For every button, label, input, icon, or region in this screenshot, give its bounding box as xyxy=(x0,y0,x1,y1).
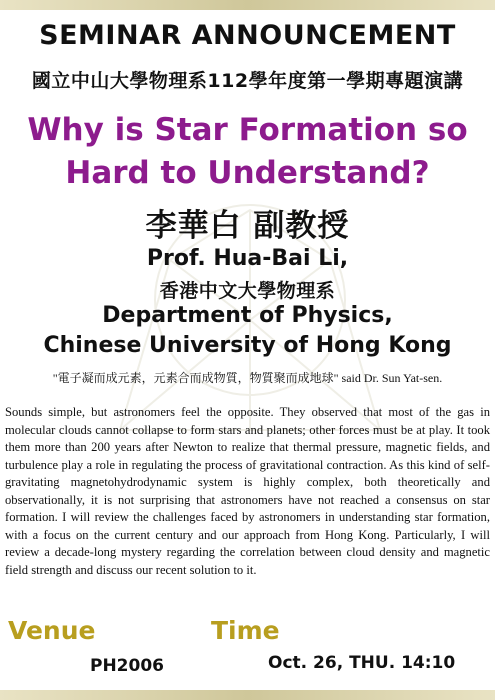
speaker-name-en: Prof. Hua-Bai Li, xyxy=(146,246,349,271)
speaker-name-zh: 李華白 副教授 xyxy=(145,208,350,244)
speaker-affiliation-zh: 香港中文大學物理系 xyxy=(159,280,336,302)
time-label: Time xyxy=(211,616,280,645)
speaker-department: Department of Physics, xyxy=(102,303,393,328)
bottom-border xyxy=(0,690,495,700)
venue-value: PH2006 xyxy=(90,656,165,676)
venue-label: Venue xyxy=(8,616,96,645)
quote: "電子凝而成元素，元素合而成物質，物質聚而成地球" said Dr. Sun Yat-sen. xyxy=(52,371,443,385)
talk-title-line-2: Hard to Understand? xyxy=(65,155,430,191)
series-title: 國立中山大學物理系112學年度第一學期專題演講 xyxy=(31,70,464,92)
top-border xyxy=(0,0,495,10)
time-value: Oct. 26, THU. 14:10 xyxy=(268,653,456,673)
abstract-text: Sounds simple, but astronomers feel the opposite. They observed that most of the gas in molecular clouds cannot collapse to form stars and planets; other forces must be at play. It took them more than 200 years after Newton to realize that thermal pressure, magnetic fields, and turbulence play a role in regulating the process of gravitational contraction. As this kind of self-gravitating magnetohydrodynamic system is highly complex, both theoretically and observationally, it is not surprising that astronomers have not reached a consensus on star formation. I will review the challenges faced by astronomers in understanding star formation, with a focus on the current century and our approach from Hong Kong. Particularly, I will review a decade-long mystery regarding the correlation between cloud density and magnetic field strength and discuss our recent solution to it. xyxy=(5,405,490,577)
announcement-heading: SEMINAR ANNOUNCEMENT xyxy=(39,20,456,51)
speaker-university: Chinese University of Hong Kong xyxy=(43,333,452,358)
talk-title-line-1: Why is Star Formation so xyxy=(27,112,468,148)
